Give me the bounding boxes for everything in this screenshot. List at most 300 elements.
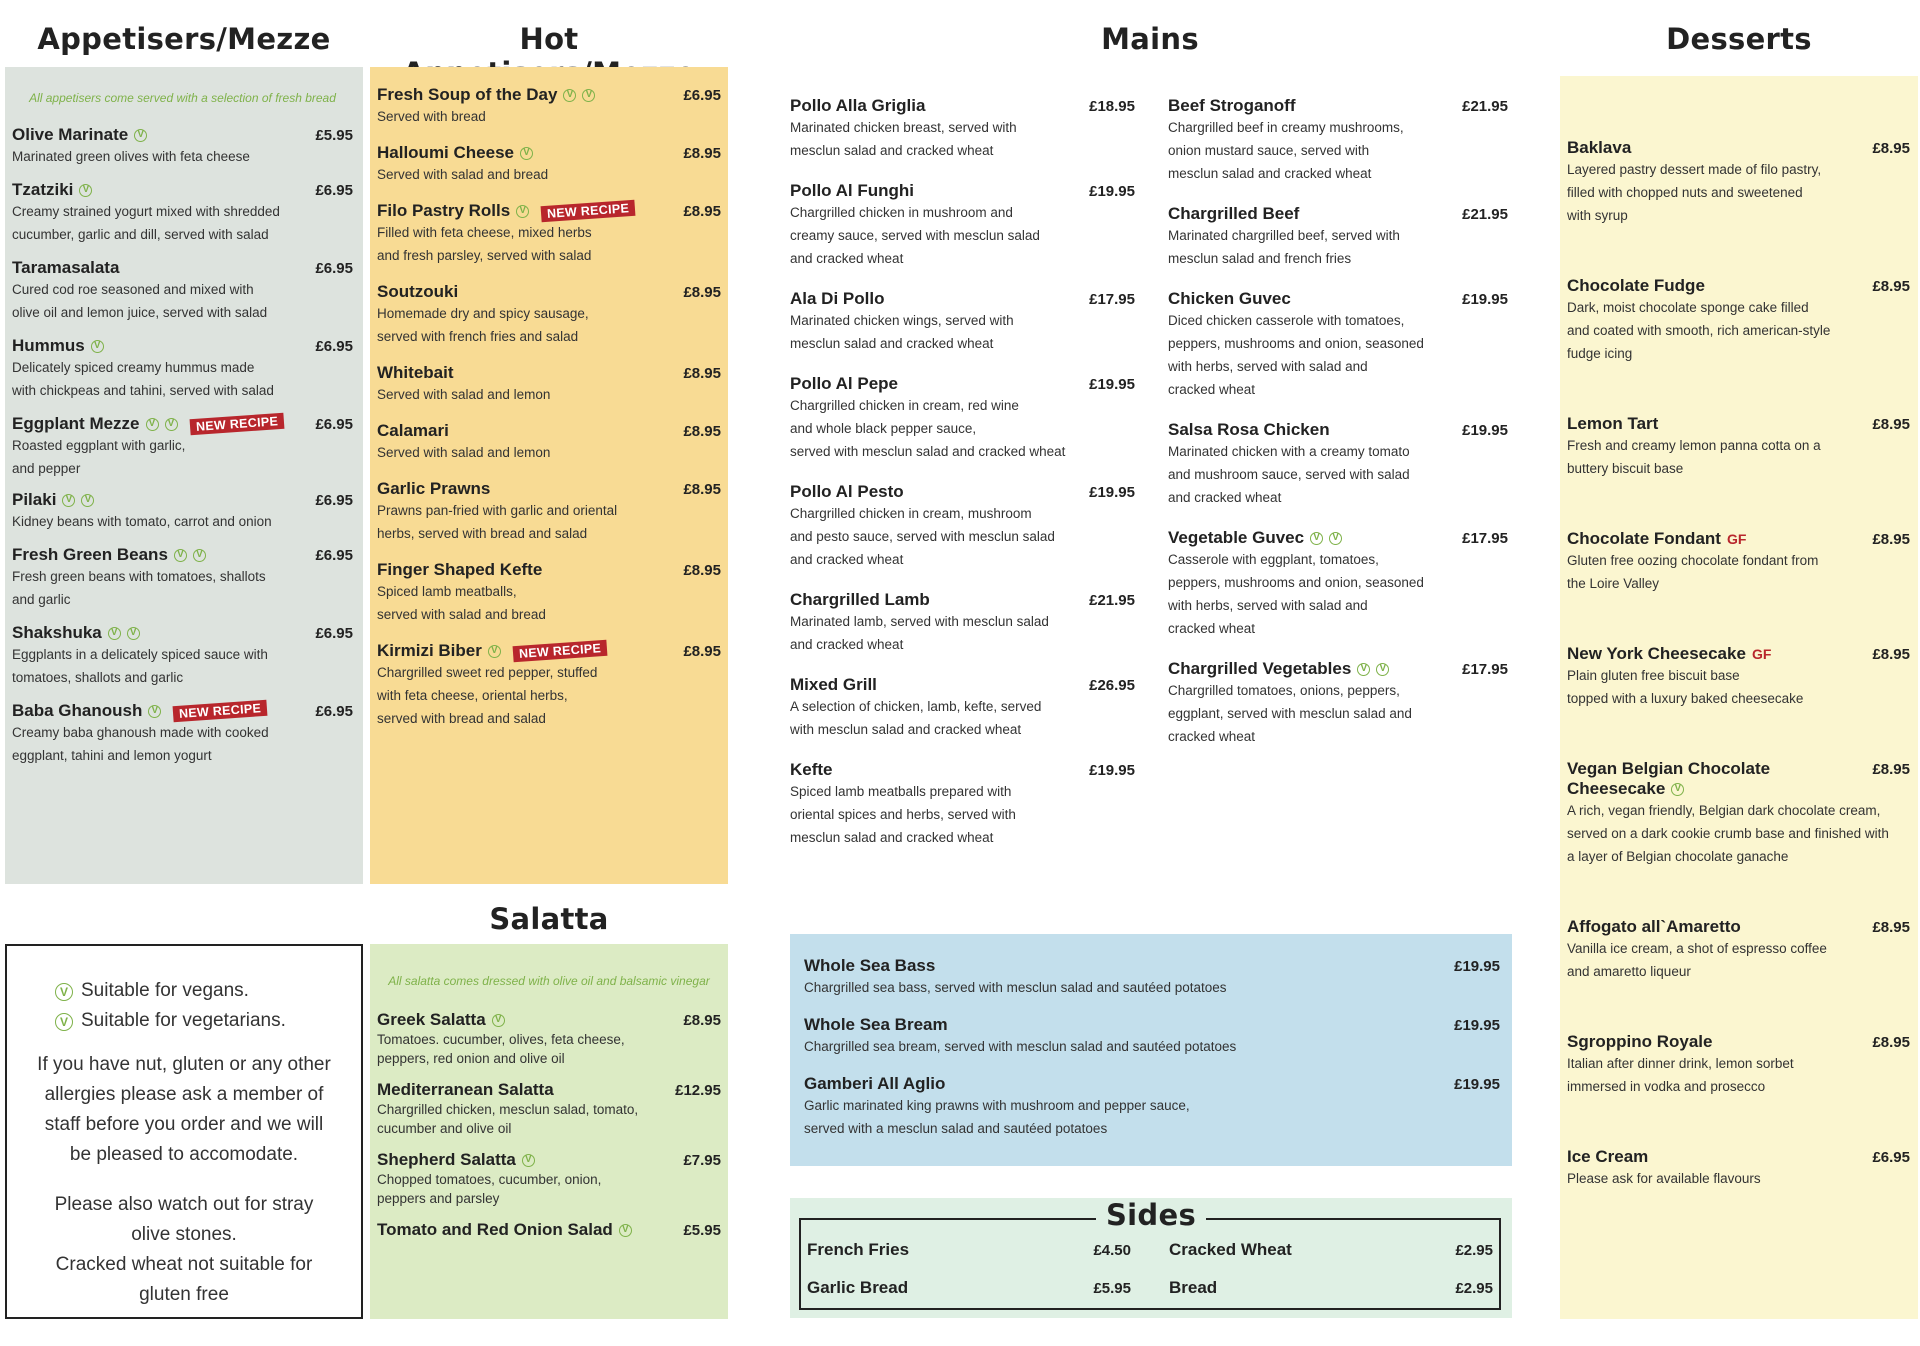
menu-item bbox=[377, 201, 721, 267]
menu-item-name: Vegan Belgian Chocolate bbox=[1567, 759, 1771, 778]
menu-item-name-wrap bbox=[1567, 917, 1741, 937]
appetisers-note: All appetisers come served with a selection of fresh bread bbox=[29, 91, 336, 105]
menu-item-name: Mixed Grill bbox=[790, 675, 877, 694]
menu-item-description: Marinated green olives with feta cheese bbox=[12, 149, 250, 164]
menu-item-description: Please ask for available flavours bbox=[1567, 1171, 1761, 1186]
menu-item-name: Olive Marinate bbox=[12, 125, 129, 144]
vegetarian-icon: V bbox=[62, 494, 75, 507]
menu-item-description: Fresh green beans with tomatoes, shallots bbox=[12, 569, 266, 584]
menu-item-price: £17.95 bbox=[1462, 660, 1508, 678]
menu-item-name: Filo Pastry Rolls bbox=[377, 201, 511, 220]
menu-item-description: and cracked wheat bbox=[790, 251, 904, 266]
menu-item-price: £6.95 bbox=[315, 546, 353, 564]
menu-item-price: £8.95 bbox=[1872, 139, 1910, 157]
menu-item-description: a layer of Belgian chocolate ganache bbox=[1567, 849, 1789, 864]
menu-item-name-wrap bbox=[377, 421, 449, 441]
menu-item-description: onion mustard sauce, served with bbox=[1168, 143, 1370, 158]
menu-item-header bbox=[12, 258, 353, 278]
menu-item-description: cracked wheat bbox=[1168, 382, 1256, 397]
menu-item-price: £8.95 bbox=[1872, 760, 1910, 778]
menu-item-name: Pilaki bbox=[12, 490, 57, 509]
menu-item-description: Chargrilled sea bass, served with mesclun salad and sautéed potatoes bbox=[804, 980, 1227, 995]
side-item-price: £4.50 bbox=[1093, 1241, 1131, 1259]
menu-item-name: Greek Salatta bbox=[377, 1010, 486, 1029]
menu-item-name-wrap bbox=[1567, 759, 1770, 779]
menu-item bbox=[790, 590, 1135, 656]
menu-item-price: £8.95 bbox=[683, 202, 721, 220]
menu-item-header bbox=[804, 1074, 1500, 1094]
menu-item-description: oriental spices and herbs, served with bbox=[790, 807, 1016, 822]
menu-item-price: £6.95 bbox=[315, 624, 353, 642]
menu-item-description: Spiced lamb meatballs prepared with bbox=[790, 784, 1012, 799]
menu-item-description: served with mesclun salad and cracked wheat bbox=[790, 444, 1066, 459]
menu-item-header bbox=[1168, 659, 1508, 679]
menu-item-name-wrap bbox=[377, 1010, 505, 1030]
menu-item-name-wrap bbox=[804, 1074, 945, 1094]
menu-item-name: New York Cheesecake bbox=[1567, 644, 1746, 663]
vegetarian-icon: V bbox=[1310, 532, 1323, 545]
menu-item-description: and amaretto liqueur bbox=[1567, 964, 1691, 979]
side-item-name: Garlic Bread bbox=[807, 1278, 909, 1297]
menu-item bbox=[790, 374, 1135, 463]
menu-item-description: Marinated chicken with a creamy tomato bbox=[1168, 444, 1410, 459]
appetisers-title: Appetisers/Mezze bbox=[37, 22, 331, 56]
menu-item-name-wrap bbox=[377, 143, 533, 163]
menu-item-description: served with salad and bread bbox=[377, 607, 546, 622]
menu-item-header bbox=[790, 374, 1135, 394]
menu-item-description: peppers, mushrooms and onion, seasoned bbox=[1168, 336, 1424, 351]
desserts-list bbox=[1567, 138, 1910, 1190]
vegetarian-icon: V bbox=[91, 340, 104, 353]
menu-item bbox=[804, 1074, 1500, 1140]
vegetarian-icon: V bbox=[165, 418, 178, 431]
menu-item-header bbox=[377, 201, 721, 221]
menu-item bbox=[1168, 204, 1508, 270]
vegetarian-legend bbox=[55, 1006, 349, 1036]
menu-item-name-wrap bbox=[377, 363, 454, 383]
menu-item-name: Chargrilled Vegetables bbox=[1168, 659, 1352, 678]
menu-item-description: served with a mesclun salad and sautéed potatoes bbox=[804, 1121, 1108, 1136]
menu-item-name-wrap bbox=[790, 482, 904, 502]
appetisers-list bbox=[12, 125, 353, 767]
vegan-legend bbox=[55, 976, 349, 1006]
gluten-free-badge: GF bbox=[1751, 646, 1772, 662]
menu-item-description: and whole black pepper sauce, bbox=[790, 421, 977, 436]
menu-item-description: Marinated chicken breast, served with bbox=[790, 120, 1017, 135]
menu-item bbox=[790, 289, 1135, 355]
menu-item-name: Whitebait bbox=[377, 363, 454, 382]
side-item bbox=[1169, 1240, 1493, 1260]
menu-item-name: Pollo Al Pepe bbox=[790, 374, 899, 393]
menu-item-description: mesclun salad and cracked wheat bbox=[1168, 166, 1372, 181]
menu-item-header bbox=[790, 760, 1135, 780]
menu-item-description: Layered pastry dessert made of filo pastry, bbox=[1567, 162, 1822, 177]
allergy-line: staff before you order and we will bbox=[44, 1114, 324, 1135]
menu-item-description: olive oil and lemon juice, served with salad bbox=[12, 305, 268, 320]
menu-item-name: Calamari bbox=[377, 421, 449, 440]
menu-item-name-wrap bbox=[377, 85, 595, 105]
menu-item-price: £8.95 bbox=[1872, 530, 1910, 548]
menu-item-description: and cracked wheat bbox=[790, 637, 904, 652]
vegetarian-icon: V bbox=[582, 89, 595, 102]
menu-item-description: mesclun salad and cracked wheat bbox=[790, 143, 994, 158]
menu-item-name-wrap bbox=[12, 545, 206, 565]
menu-item-description: mesclun salad and cracked wheat bbox=[790, 830, 994, 845]
mains-left-list bbox=[790, 96, 1135, 849]
menu-item-price: £21.95 bbox=[1462, 97, 1508, 115]
menu-item-description: with mesclun salad and cracked wheat bbox=[790, 722, 1022, 737]
menu-item bbox=[377, 1220, 721, 1240]
menu-item-name: Garlic Prawns bbox=[377, 479, 491, 498]
menu-item-header bbox=[1168, 96, 1508, 116]
menu-item-header bbox=[790, 590, 1135, 610]
menu-item-name: Cheesecake bbox=[1567, 779, 1666, 798]
menu-item-description: served with french fries and salad bbox=[377, 329, 579, 344]
menu-item-description: with feta cheese, oriental herbs, bbox=[377, 688, 568, 703]
menu-item-name-wrap bbox=[790, 96, 925, 116]
allergy-line: allergies please ask a member of bbox=[44, 1084, 324, 1105]
stones-line: olive stones. bbox=[131, 1224, 237, 1245]
menu-item-price: £8.95 bbox=[683, 480, 721, 498]
sides-panel bbox=[790, 1198, 1512, 1318]
menu-item-name: Chocolate Fudge bbox=[1567, 276, 1705, 295]
menu-item bbox=[377, 1010, 721, 1068]
menu-item-description: Plain gluten free biscuit base bbox=[1567, 668, 1740, 683]
vegetarian-icon: V bbox=[522, 1154, 535, 1167]
menu-item-description: mesclun salad and cracked wheat bbox=[790, 336, 994, 351]
menu-item-name: Shakshuka bbox=[12, 623, 102, 642]
menu-item-description: served with bread and salad bbox=[377, 711, 546, 726]
menu-item-name-wrap bbox=[12, 336, 104, 356]
menu-item-name-wrap bbox=[1567, 276, 1705, 296]
menu-item-header bbox=[12, 180, 353, 200]
menu-item-name: Pollo Al Pesto bbox=[790, 482, 904, 501]
menu-item-header bbox=[377, 1150, 721, 1170]
menu-item-description: with herbs, served with salad and bbox=[1168, 598, 1368, 613]
menu-item-header bbox=[377, 421, 721, 441]
menu-item-price: £8.95 bbox=[1872, 277, 1910, 295]
menu-item-name-wrap bbox=[1168, 204, 1299, 224]
side-item-name: Cracked Wheat bbox=[1169, 1240, 1292, 1259]
menu-item-name: Sgroppino Royale bbox=[1567, 1032, 1713, 1051]
menu-item-name-wrap bbox=[1567, 644, 1771, 664]
menu-item-name-wrap bbox=[790, 760, 833, 780]
menu-item-name: Chocolate Fondant bbox=[1567, 529, 1721, 548]
menu-item-price: £6.95 bbox=[315, 415, 353, 433]
menu-item-header bbox=[377, 479, 721, 499]
menu-item-header bbox=[1567, 917, 1910, 937]
menu-item-description: topped with a luxury baked cheesecake bbox=[1567, 691, 1804, 706]
menu-item bbox=[1168, 528, 1508, 640]
vegetarian-icon: V bbox=[488, 645, 501, 658]
desserts-panel bbox=[1560, 76, 1918, 1319]
menu-item-price: £6.95 bbox=[315, 491, 353, 509]
menu-item-header bbox=[1168, 420, 1508, 440]
menu-item-name: Finger Shaped Kefte bbox=[377, 560, 543, 579]
menu-item bbox=[12, 545, 353, 611]
menu-item-price: £6.95 bbox=[315, 337, 353, 355]
menu-item-header bbox=[377, 143, 721, 163]
menu-item bbox=[12, 258, 353, 324]
menu-item-price: £8.95 bbox=[683, 1011, 721, 1029]
mains-right-list bbox=[1168, 96, 1508, 748]
menu-item-name-wrap bbox=[377, 641, 607, 661]
menu-item-description: A selection of chicken, lamb, kefte, served bbox=[790, 699, 1042, 714]
menu-item-price: £19.95 bbox=[1462, 290, 1508, 308]
menu-item bbox=[790, 675, 1135, 741]
menu-item-price: £19.95 bbox=[1089, 483, 1135, 501]
vegetarian-icon: V bbox=[492, 1014, 505, 1027]
vegan-legend-text: Suitable for vegans. bbox=[81, 980, 249, 1001]
menu-item-price: £5.95 bbox=[683, 1221, 721, 1239]
menu-item-price: £8.95 bbox=[683, 283, 721, 301]
hot-appetisers-list bbox=[377, 85, 721, 730]
menu-item-description: Gluten free oozing chocolate fondant from bbox=[1567, 553, 1819, 568]
menu-item bbox=[1168, 659, 1508, 748]
menu-item-description: fudge icing bbox=[1567, 346, 1633, 361]
menu-item-header bbox=[12, 623, 353, 643]
menu-item-name-wrap bbox=[12, 180, 92, 200]
dietary-info-box bbox=[5, 944, 363, 1319]
menu-item-price: £8.95 bbox=[1872, 645, 1910, 663]
sides-title: Sides bbox=[1096, 1198, 1206, 1232]
menu-item-header bbox=[790, 181, 1135, 201]
vegetarian-icon: V bbox=[520, 147, 533, 160]
menu-item-description: and cracked wheat bbox=[1168, 490, 1282, 505]
menu-item-name-wrap bbox=[1567, 1147, 1648, 1167]
menu-item-header bbox=[377, 1010, 721, 1030]
menu-item-name-wrap bbox=[377, 1150, 535, 1170]
menu-item-description: Roasted eggplant with garlic, bbox=[12, 438, 186, 453]
menu-item-name: Fresh Green Beans bbox=[12, 545, 168, 564]
menu-item-description: Chargrilled chicken in cream, red wine bbox=[790, 398, 1019, 413]
menu-item-description: Chargrilled chicken, mesclun salad, tomato, bbox=[377, 1102, 639, 1117]
menu-item-name: Taramasalata bbox=[12, 258, 120, 277]
salatta-list bbox=[377, 1010, 721, 1252]
menu-item bbox=[377, 1080, 721, 1138]
menu-item-price: £19.95 bbox=[1454, 1075, 1500, 1093]
menu-item bbox=[790, 482, 1135, 571]
menu-item-header bbox=[1567, 529, 1910, 549]
menu-item-header bbox=[804, 956, 1500, 976]
menu-item-price: £7.95 bbox=[683, 1151, 721, 1169]
menu-item-description: Marinated chargrilled beef, served with bbox=[1168, 228, 1400, 243]
menu-item bbox=[804, 956, 1500, 999]
new-recipe-badge: NEW RECIPE bbox=[541, 200, 636, 223]
menu-item-description: Vanilla ice cream, a shot of espresso coffee bbox=[1567, 941, 1827, 956]
menu-item-price: £8.95 bbox=[683, 422, 721, 440]
menu-item-description: filled with chopped nuts and sweetened bbox=[1567, 185, 1803, 200]
menu-item bbox=[1567, 529, 1910, 595]
menu-item-description: Spiced lamb meatballs, bbox=[377, 584, 517, 599]
menu-item-name: Chargrilled Beef bbox=[1168, 204, 1300, 223]
side-item-price: £5.95 bbox=[1093, 1279, 1131, 1297]
menu-item-name: Ice Cream bbox=[1567, 1147, 1649, 1166]
menu-item-description: Garlic marinated king prawns with mushroom and pepper sauce, bbox=[804, 1098, 1190, 1113]
menu-item-name-wrap bbox=[12, 125, 147, 145]
menu-item-name-wrap bbox=[12, 701, 268, 721]
menu-item-name: Hummus bbox=[12, 336, 85, 355]
menu-item bbox=[1168, 420, 1508, 509]
menu-item-price: £8.95 bbox=[683, 642, 721, 660]
menu-item-description: creamy sauce, served with mesclun salad bbox=[790, 228, 1040, 243]
menu-item-name: Fresh Soup of the Day bbox=[377, 85, 558, 104]
menu-item-name: Kirmizi Biber bbox=[377, 641, 482, 660]
stones-line: gluten free bbox=[139, 1284, 229, 1305]
menu-item-description: Chargrilled tomatoes, onions, peppers, bbox=[1168, 683, 1400, 698]
menu-item-description: Chargrilled beef in creamy mushrooms, bbox=[1168, 120, 1404, 135]
menu-item-name-wrap bbox=[804, 1015, 948, 1035]
menu-item-price: £19.95 bbox=[1089, 375, 1135, 393]
menu-item-name-wrap bbox=[790, 289, 884, 309]
menu-item-description: Tomatoes. cucumber, olives, feta cheese, bbox=[377, 1032, 625, 1047]
menu-item-header bbox=[12, 490, 353, 510]
menu-item-name: Halloumi Cheese bbox=[377, 143, 514, 162]
menu-item-price: £5.95 bbox=[315, 126, 353, 144]
menu-item-name: Gamberi All Aglio bbox=[804, 1074, 946, 1093]
vegetarian-legend-text: Suitable for vegetarians. bbox=[81, 1010, 286, 1031]
menu-item bbox=[804, 1015, 1500, 1058]
menu-item-name-wrap bbox=[12, 623, 140, 643]
menu-item-description: tomatoes, shallots and garlic bbox=[12, 670, 184, 685]
menu-item-description: and mushroom sauce, served with salad bbox=[1168, 467, 1410, 482]
menu-item-price: £18.95 bbox=[1089, 97, 1135, 115]
menu-item-header bbox=[377, 85, 721, 105]
menu-item-description: Fresh and creamy lemon panna cotta on a bbox=[1567, 438, 1821, 453]
menu-item-header bbox=[1567, 1147, 1910, 1167]
menu-item-header bbox=[1567, 1032, 1910, 1052]
menu-item-price: £6.95 bbox=[315, 259, 353, 277]
menu-item-description: Served with salad and bread bbox=[377, 167, 549, 182]
menu-item-name: Affogato all`Amaretto bbox=[1567, 917, 1741, 936]
menu-item-header bbox=[12, 545, 353, 565]
menu-item-header bbox=[1168, 289, 1508, 309]
menu-item-description: eggplant, tahini and lemon yogurt bbox=[12, 748, 212, 763]
menu-item-name: Eggplant Mezze bbox=[12, 414, 140, 433]
menu-item-header bbox=[790, 289, 1135, 309]
menu-item bbox=[377, 421, 721, 464]
side-item-name: Bread bbox=[1169, 1278, 1218, 1297]
menu-item-name-wrap bbox=[1567, 1032, 1712, 1052]
menu-item bbox=[12, 336, 353, 402]
menu-item-description: the Loire Valley bbox=[1567, 576, 1660, 591]
menu-item-description: and pepper bbox=[12, 461, 81, 476]
vegetarian-icon: V bbox=[1671, 783, 1684, 796]
vegetarian-icon: V bbox=[146, 418, 159, 431]
menu-item-description: and fresh parsley, served with salad bbox=[377, 248, 592, 263]
menu-item-name-wrap bbox=[1567, 138, 1631, 158]
stones-line: Please also watch out for stray bbox=[54, 1194, 314, 1215]
menu-item-price: £17.95 bbox=[1089, 290, 1135, 308]
menu-item-description: Served with bread bbox=[377, 109, 486, 124]
vegetarian-icon: V bbox=[79, 184, 92, 197]
vegetarian-icon: V bbox=[81, 494, 94, 507]
menu-item-description: Homemade dry and spicy sausage, bbox=[377, 306, 589, 321]
menu-item-price: £19.95 bbox=[1089, 761, 1135, 779]
menu-item bbox=[377, 560, 721, 626]
menu-item bbox=[1567, 1147, 1910, 1190]
appetisers-panel bbox=[5, 67, 363, 884]
menu-item-header bbox=[804, 1015, 1500, 1035]
menu-item-description: and garlic bbox=[12, 592, 71, 607]
menu-item-header bbox=[377, 1080, 721, 1100]
menu-item-name: Whole Sea Bream bbox=[804, 1015, 948, 1034]
menu-item bbox=[1567, 276, 1910, 365]
menu-item-description: Italian after dinner drink, lemon sorbet bbox=[1567, 1056, 1794, 1071]
menu-item-price: £21.95 bbox=[1462, 205, 1508, 223]
menu-item bbox=[377, 282, 721, 348]
menu-item bbox=[377, 85, 721, 128]
menu-item-name-wrap bbox=[377, 1080, 554, 1100]
menu-item-name: Ala Di Pollo bbox=[790, 289, 885, 308]
vegetarian-icon: V bbox=[174, 549, 187, 562]
side-item-price: £2.95 bbox=[1455, 1241, 1493, 1259]
hot-appetisers-title: Hot bbox=[519, 22, 579, 56]
vegetarian-icon: V bbox=[108, 627, 121, 640]
menu-item-description: buttery biscuit base bbox=[1567, 461, 1684, 476]
menu-item-description: Chargrilled sweet red pepper, stuffed bbox=[377, 665, 598, 680]
menu-item-description: with chickpeas and tahini, served with salad bbox=[12, 383, 274, 398]
menu-item-name-wrap bbox=[377, 282, 458, 302]
menu-item-name-line2 bbox=[1567, 779, 1910, 799]
side-item-price: £2.95 bbox=[1455, 1279, 1493, 1297]
menu-item-description: cracked wheat bbox=[1168, 621, 1256, 636]
menu-item-name-wrap bbox=[12, 258, 119, 278]
mains-title: Mains bbox=[1101, 22, 1199, 56]
gluten-free-badge: GF bbox=[1726, 531, 1747, 547]
menu-item bbox=[377, 143, 721, 186]
menu-item-price: £12.95 bbox=[675, 1081, 721, 1099]
menu-item bbox=[790, 181, 1135, 270]
menu-item-name: Baklava bbox=[1567, 138, 1632, 157]
menu-item-name: Kefte bbox=[790, 760, 833, 779]
menu-item bbox=[377, 479, 721, 545]
menu-item-name: Beef Stroganoff bbox=[1168, 96, 1296, 115]
menu-item-price: £8.95 bbox=[683, 364, 721, 382]
menu-item-name-wrap bbox=[790, 374, 898, 394]
menu-item-header bbox=[1567, 644, 1910, 664]
vegetarian-icon: V bbox=[619, 1224, 632, 1237]
stones-line: Cracked wheat not suitable for bbox=[55, 1254, 313, 1275]
menu-item bbox=[377, 1150, 721, 1208]
menu-item-name: Shepherd Salatta bbox=[377, 1150, 516, 1169]
menu-item-description: and coated with smooth, rich american-style bbox=[1567, 323, 1831, 338]
menu-item-description: and cracked wheat bbox=[790, 552, 904, 567]
new-recipe-badge: NEW RECIPE bbox=[189, 413, 284, 436]
menu-item-description: Served with salad and lemon bbox=[377, 445, 551, 460]
menu-item-name: Vegetable Guvec bbox=[1168, 528, 1305, 547]
menu-item-name: Baba Ghanoush bbox=[12, 701, 143, 720]
menu-item-name-wrap bbox=[1168, 96, 1296, 116]
menu-item-header bbox=[1567, 138, 1910, 158]
menu-item-description: peppers, red onion and olive oil bbox=[377, 1051, 565, 1066]
menu-item-price: £19.95 bbox=[1462, 421, 1508, 439]
menu-item-name: Soutzouki bbox=[377, 282, 459, 301]
menu-item-description: Chargrilled sea bream, served with mesclun salad and sautéed potatoes bbox=[804, 1039, 1237, 1054]
salatta-note: All salatta comes dressed with olive oil and balsamic vinegar bbox=[388, 974, 710, 988]
menu-item-description: immersed in vodka and prosecco bbox=[1567, 1079, 1766, 1094]
menu-item-price: £8.95 bbox=[1872, 918, 1910, 936]
menu-item-header bbox=[1168, 204, 1508, 224]
menu-item-name: Chargrilled Lamb bbox=[790, 590, 930, 609]
menu-item-description: Filled with feta cheese, mixed herbs bbox=[377, 225, 592, 240]
menu-item-price: £8.95 bbox=[683, 561, 721, 579]
vegetarian-icon: V bbox=[1329, 532, 1342, 545]
menu-item bbox=[1567, 759, 1910, 868]
menu-item-description: Creamy baba ghanoush made with cooked bbox=[12, 725, 269, 740]
menu-item-description: and pesto sauce, served with mesclun salad bbox=[790, 529, 1055, 544]
vegan-icon: V bbox=[55, 983, 73, 1001]
